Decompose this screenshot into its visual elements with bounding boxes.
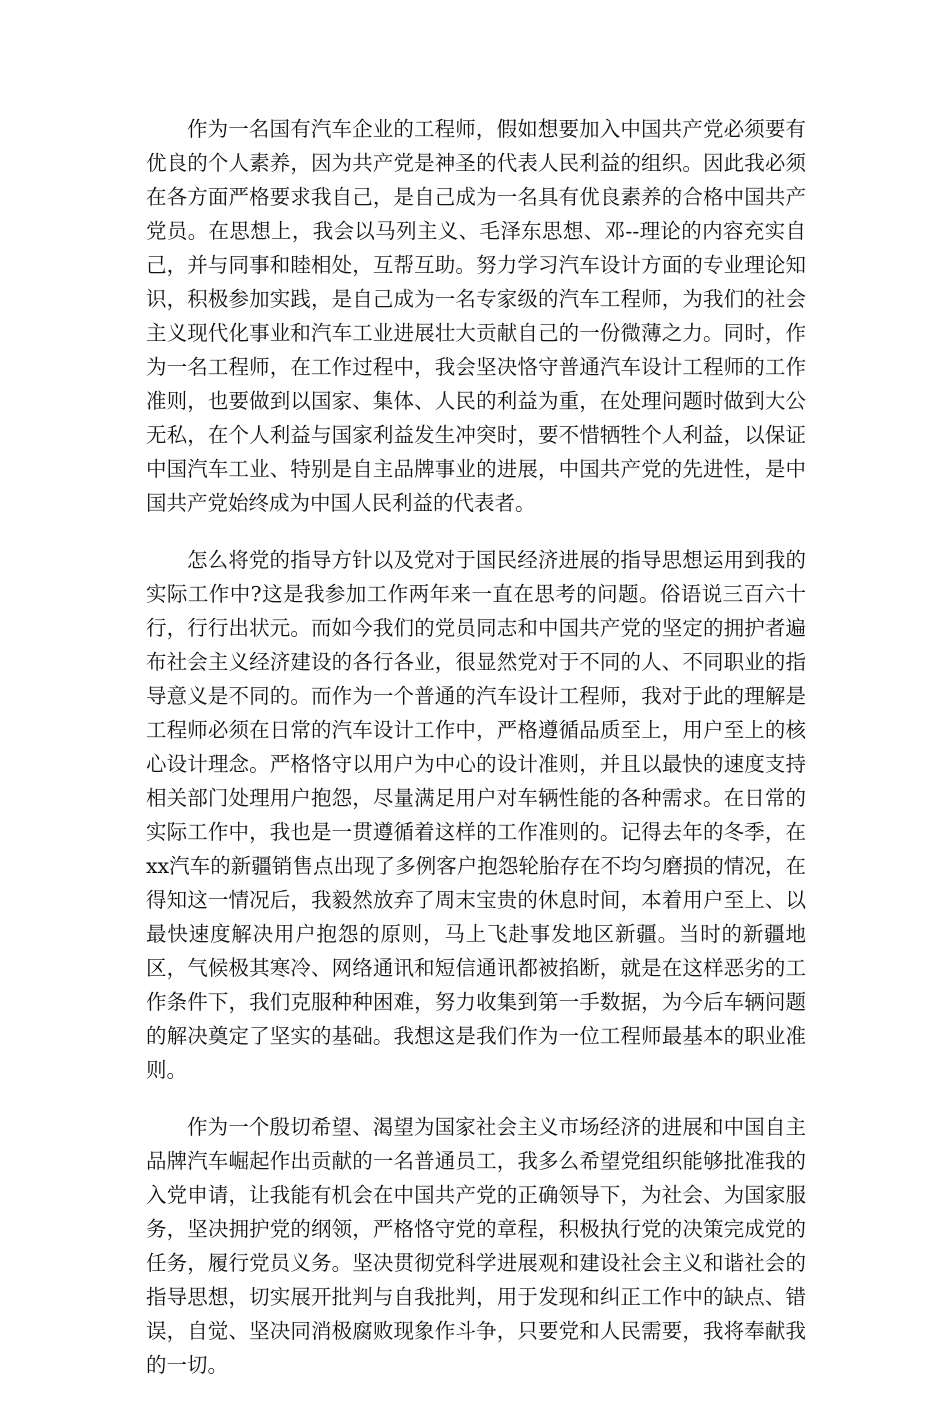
paragraph-2: 怎么将党的指导方针以及党对于国民经济进展的指导思想运用到我的实际工作中?这是我参加工作两年来一直在思考的问题。俗语说三百六十行，行行出状元。而如今我们的党员同志和中国共产党的坚定的拥护者遍布社会主义经济建设的各行各业，很显然党对于不同的人、不同职业的指导意义是不同的。而作为一个普通的汽车设计工程师，我对于此的理解是工程师必须在日常的汽车设计工作中，严格遵循品质至上，用户至上的核心设计理念。严格恪守以用户为中心的设计准则，并且以最快的速度支持相关部门处理用户抱怨，尽量满足用户对车辆性能的各种需求。在日常的实际工作中，我也是一贯遵循着这样的工作准则的。记得去年的冬季，在xx汽车的新疆销售点出现了多例客户抱怨轮胎存在不均匀磨损的情况，在得知这一情况后，我毅然放弃了周末宝贵的休息时间，本着用户至上、以最快速度解决用户抱怨的原则，马上飞赴事发地区新疆。当时的新疆地区，气候极其寒冷、网络通讯和短信通讯都被掐断，就是在这样恶劣的工作条件下，我们克服种种困难，努力收集到第一手数据，为今后车辆问题的解决奠定了坚实的基础。我想这是我们作为一位工程师最基本的职业准则。 [146,548,806,1082]
paragraph-3: 作为一个殷切希望、渴望为国家社会主义市场经济的进展和中国自主品牌汽车崛起作出贡献的一名普通员工，我多么希望党组织能够批准我的入党申请，让我能有机会在中国共产党的正确领导下，为社会、为国家服务，坚决拥护党的纲领，严格恪守党的章程，积极执行党的决策完成党的任务，履行党员义务。坚决贯彻党科学进展观和建设社会主义和谐社会的指导思想，切实展开批判与自我批判，用于发现和纠正工作中的缺点、错误，自觉、坚决同消极腐败现象作斗争，只要党和人民需要，我将奉献我的一切。 [146,1115,806,1377]
document-body [146,112,806,1405]
paragraph-1: 作为一名国有汽车企业的工程师，假如想要加入中国共产党必须要有优良的个人素养，因为共产党是神圣的代表人民利益的组织。因此我必须在各方面严格要求我自己，是自己成为一名具有优良素养的合格中国共产党员。在思想上，我会以马列主义、毛泽东思想、邓--理论的内容充实自己，并与同事和睦相处，互帮互助。努力学习汽车设计方面的专业理论知识，积极参加实践，是自己成为一名专家级的汽车工程师，为我们的社会主义现代化事业和汽车工业进展壮大贡献自己的一份微薄之力。同时，作为一名工程师，在工作过程中，我会坚决恪守普通汽车设计工程师的工作准则，也要做到以国家、集体、人民的利益为重，在处理问题时做到大公无私，在个人利益与国家利益发生冲突时，要不惜牺牲个人利益，以保证中国汽车工业、特别是自主品牌事业的进展，中国共产党的先进性，是中国共产党始终成为中国人民利益的代表者。 [146,117,806,515]
